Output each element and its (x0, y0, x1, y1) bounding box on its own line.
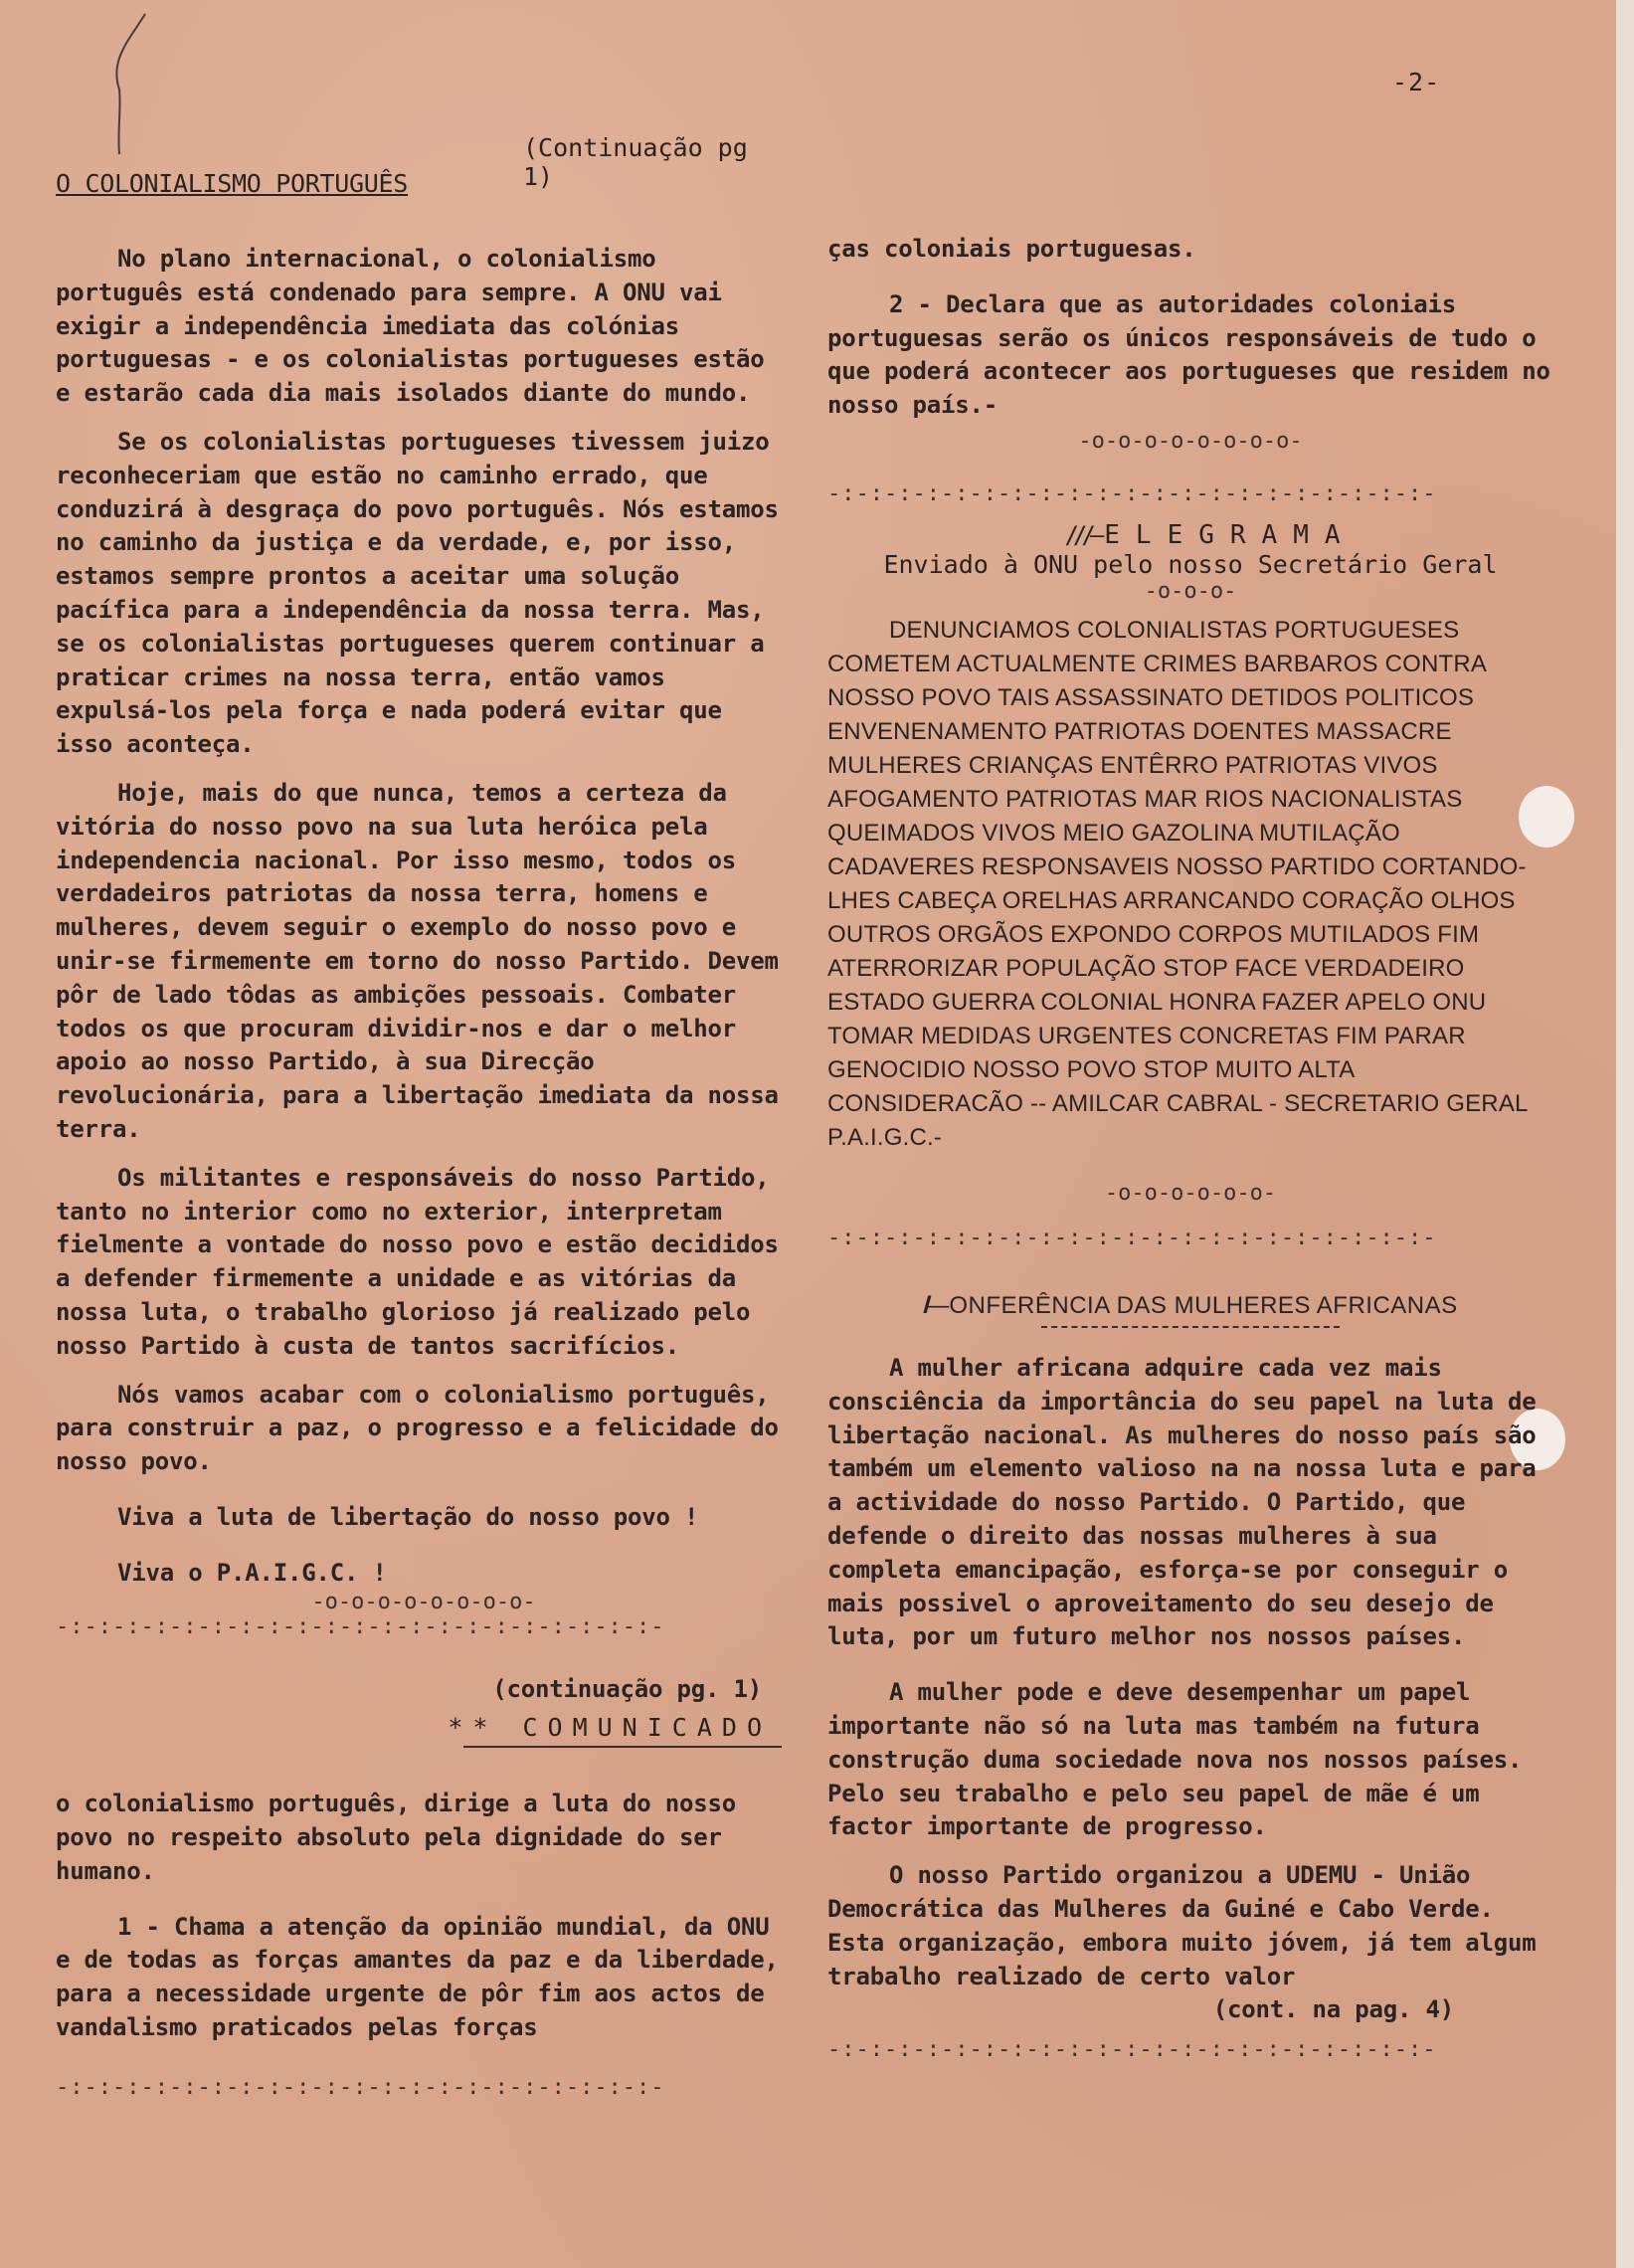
communique-title: ** COMUNICADO (448, 1713, 772, 1743)
dashed-rule: -:-:-:-:-:-:-:-:-:-:-:-:-:-:-:-:-:-:-:-:-:- (56, 1614, 665, 1640)
paragraph: 1 - Chama a atenção da opinião mundial, da ONU e de todas as forças amantes da paz e da liberdade, para a necessidade urgente de pôr fim aos actos de vandalismo praticados pelas forças (56, 1912, 779, 2042)
paragraph: Se os colonialistas portugueses tivessem juizo reconheceriam que estão no caminho errado, que conduzirá à desgraça do povo português. Nós estamos no caminho da justiça e da verdade, e, por isso, estamos sempre prontos a aceitar uma solução pacífica para a independência da nossa terra. Mas, se os colonialistas portugueses querem continuar a praticar crimes na nossa terra, então vamos expulsá-los pela força e nada poderá evitar que isso aconteça. (56, 427, 779, 759)
page-number: -2- (1392, 68, 1441, 96)
telegram-title: ///— ELEGRAMA (1064, 519, 1357, 550)
paragraph: O nosso Partido organizou a UDEMU - União Democrática das Mulheres da Guiné e Cabo Verde. Esta organização, embora muito jóvem, já tem algum trabalho realizado de certo valor (827, 1861, 1537, 1990)
continuation-note: (Continuação pg 1) (523, 133, 748, 191)
paragraph: Nós vamos acabar com o colonialismo português, para construir a paz, o progresso e a felicidade do nosso povo. (56, 1380, 779, 1476)
stamp-mark-icon: ///— (1064, 520, 1099, 549)
telegram-subtitle: Enviado à ONU pelo nosso Secretário Geral (883, 549, 1498, 579)
paragraph: A mulher pode e deve desempenhar um papel importante não só na luta mas também na futura construção duma sociedade nova nos nossos países. Pelo seu trabalho e pelo seu papel de mãe é um factor importante de progresso. (827, 1678, 1523, 1841)
continuation-note: (continuação pg. 1) (492, 1675, 762, 1704)
ornament-divider: -o-o-o-o-o-o-o-o- (311, 1590, 536, 1615)
dashed-rule: -:-:-:-:-:-:-:-:-:-:-:-:-:-:-:-:-:-:-:-:-:- (827, 1225, 1437, 1250)
right-column (827, 233, 1553, 2062)
paragraph: 2 - Declara que as autoridades coloniais portuguesas serão os únicos responsáveis de tudo o que poderá acontecer aos portugueses que residem no nosso país.- (827, 289, 1550, 420)
continuation-note: (cont. na pag. 4) (1212, 1995, 1454, 2024)
paragraph: ças coloniais portuguesas. (827, 235, 1196, 263)
dashed-rule: -:-:-:-:-:-:-:-:-:-:-:-:-:-:-:-:-:-:-:-:-:- (827, 2037, 1437, 2063)
conference-title: ///— ONFERÊNCIA DAS MULHERES AFRICANAS (923, 1291, 1458, 1319)
telegram-body: DENUNCIAMOS COLONIALISTAS PORTUGUESES COMETEM ACTUALMENTE CRIMES BARBAROS CONTRA NOSSO POVO TAIS ASSASSINATO DETIDOS POLITICOS ENVENENAMENTO PATRIOTAS DOENTES MASSACRE MULHERES CRIANÇAS ENTÊRRO PATRIOTAS VIVOS AFOGAMENTO PATRIOTAS MAR RIOS NACIONALISTAS QUEIMADOS VIVOS MEIO GAZOLINA MUTILAÇÃO CADAVERES RESPONSAVEIS NOSSO PARTIDO CORTANDO-LHES CABEÇA ORELHAS ARRANCANDO CORAÇÃO OLHOS OUTROS ORGÃOS EXPONDO CORPOS MUTILADOS FIM ATERRORIZAR POPULAÇÃO STOP FACE VERDADEIRO ESTADO GUERRA COLONIAL HONRA FAZER APELO ONU TOMAR MEDIDAS URGENTES CONCRETAS FIM PARAR GENOCIDIO NOSSO POVO STOP MUITO ALTA CONSIDERACÃO -- AMILCAR CABRAL - SECRETARIO GERAL P.A.I.G.C.- (827, 616, 1528, 1151)
paper-edge (1616, 0, 1634, 2268)
paragraph: o colonialismo português, dirige a luta do nosso povo no respeito absoluto pela dignidade do ser humano. (56, 1790, 736, 1885)
ornament-divider: -o-o-o-o-o-o- (1104, 1180, 1277, 1206)
ornament-divider: -o-o-o-o-o-o-o-o- (1078, 428, 1303, 454)
dashed-rule: -:-:-:-:-:-:-:-:-:-:-:-:-:-:-:-:-:-:-:-:-:- (827, 480, 1437, 506)
section-title: O COLONIALISMO PORTUGUÊS (56, 169, 409, 198)
slogan: Viva o P.A.I.G.C. ! (117, 1558, 387, 1587)
paragraph: Hoje, mais do que nunca, temos a certeza da vitória do nosso povo na sua luta heróica pela independencia nacional. Por isso mesmo, todos os verdadeiros patriotas da nossa terra, homens e mulheres, devem seguir o exemplo do nosso povo e unir-se firmemente em torno do nosso Partido. Devem pôr de lado tôdas as ambições pessoais. Combater todos os que procuram dividir-nos e dar o melhor apoio ao nosso Partido, à sua Direcção revolucionária, para a libertação imediata da nossa terra. (56, 778, 779, 1143)
paragraph: No plano internacional, o colonialismo português está condenado para sempre. A ONU vai exigir a independência imediata das colónias portuguesas - e os colonialistas portugueses estão e estarão cada dia mais isolados diante do mundo. (56, 245, 765, 408)
paragraph: A mulher africana adquire cada vez mais consciência da importância do seu papel na luta de libertação nacional. As mulheres do nosso país são também um elemento valioso na na nossa luta e para a actividade do nosso Partido. O Partido, que defende o direito das nossas mulheres à sua completa emancipação, esforça-se por conseguir o mais possivel o aproveitamento do seu desejo de luta, por um futuro melhor nos nossos países. (827, 1353, 1537, 1651)
slogan: Viva a luta de libertação do nosso povo ! (117, 1502, 699, 1531)
left-column (56, 133, 792, 2100)
ornament-divider: -o-o-o- (1144, 578, 1237, 604)
paragraph: Os militantes e responsáveis do nosso Partido, tanto no interior como no exterior, interpretam fielmente a vontade do nosso povo e estão decididos a defender firmemente a unidade e as vitórias da nossa luta, o trabalho glorioso já realizado pelo nosso Partido à custa de tantos sacrifícios. (56, 1163, 779, 1360)
dashed-rule: -:-:-:-:-:-:-:-:-:-:-:-:-:-:-:-:-:-:-:-:-:- (56, 2074, 665, 2100)
stamp-mark-icon: ///— (923, 1291, 944, 1319)
